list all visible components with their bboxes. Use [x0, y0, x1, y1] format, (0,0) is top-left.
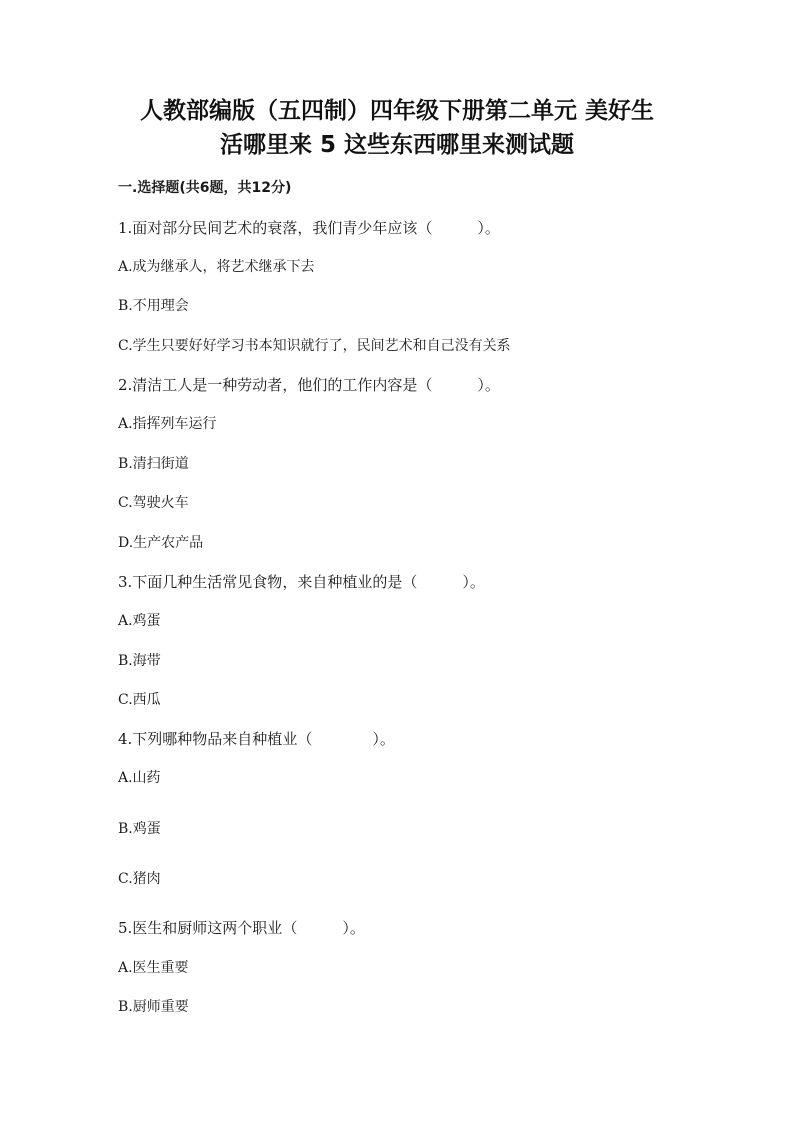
question-4-option-a: A.山药 — [118, 770, 161, 786]
document-title-line-1: 人教部编版（五四制）四年级下册第二单元 美好生 — [139, 98, 654, 124]
question-5-option-a: A.医生重要 — [118, 960, 189, 976]
question-2-option-a: A.指挥列车运行 — [118, 416, 217, 432]
question-4-stem: 4.下列哪种物品来自种植业（ ）。 — [118, 730, 395, 748]
document-title-line-2: 活哪里来 5 这些东西哪里来测试题 — [219, 132, 575, 158]
question-3-option-a: A.鸡蛋 — [118, 613, 161, 629]
question-1-stem: 1.面对部分民间艺术的衰落，我们青少年应该（ ）。 — [118, 219, 500, 237]
question-1-option-a: A.成为继承人，将艺术继承下去 — [118, 259, 315, 275]
question-3-option-b: B.海带 — [118, 653, 161, 669]
question-1-option-b: B.不用理会 — [118, 298, 189, 314]
question-2-stem: 2.清洁工人是一种劳动者，他们的工作内容是（ ）。 — [118, 376, 500, 394]
question-2-option-b: B.清扫街道 — [118, 456, 189, 472]
question-1-option-c: C.学生只要好好学习书本知识就行了，民间艺术和自己没有关系 — [118, 338, 511, 354]
question-5-option-b: B.厨师重要 — [118, 999, 189, 1015]
question-5-stem: 5.医生和厨师这两个职业（ ）。 — [118, 919, 365, 937]
question-4-option-c: C.猪肉 — [118, 871, 161, 887]
section-heading: 一.选择题(共6题，共12分) — [118, 180, 292, 196]
question-2-option-d: D.生产农产品 — [118, 535, 204, 551]
question-4-option-b: B.鸡蛋 — [118, 821, 161, 837]
question-2-option-c: C.驾驶火车 — [118, 495, 189, 511]
question-3-option-c: C.西瓜 — [118, 692, 161, 708]
question-3-stem: 3.下面几种生活常见食物，来自种植业的是（ ）。 — [118, 573, 485, 591]
